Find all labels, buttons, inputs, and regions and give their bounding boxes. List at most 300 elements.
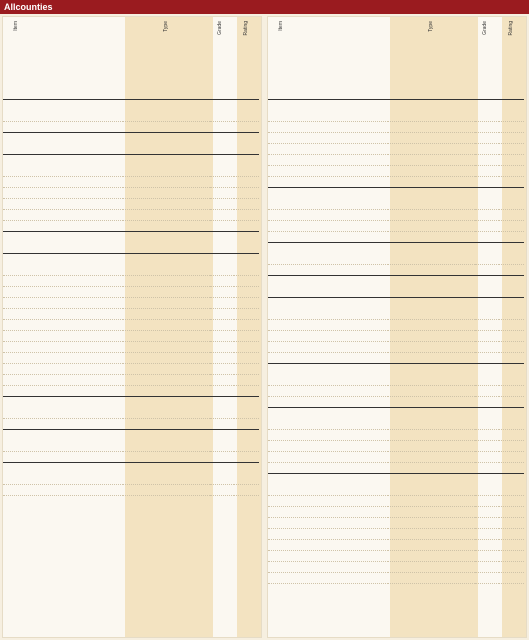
table-row xyxy=(3,199,259,210)
table-cell xyxy=(210,243,235,254)
table-cell xyxy=(123,309,209,320)
table-cell xyxy=(268,364,388,376)
table-cell xyxy=(234,210,259,221)
table-cell xyxy=(388,331,474,342)
table-cell xyxy=(475,111,500,122)
table-row xyxy=(3,474,259,485)
table-cell xyxy=(123,353,209,364)
table-cell xyxy=(499,243,524,255)
table-cell xyxy=(499,463,524,474)
table-cell xyxy=(475,265,500,276)
table-cell xyxy=(499,452,524,463)
table-cell xyxy=(388,375,474,386)
table-cell xyxy=(234,177,259,188)
table-cell xyxy=(234,386,259,397)
table-cell xyxy=(123,463,209,475)
table-cell xyxy=(3,485,123,496)
table-cell xyxy=(123,276,209,287)
table-cell xyxy=(388,309,474,320)
right-table xyxy=(268,99,524,584)
table-row xyxy=(268,320,524,331)
table-cell xyxy=(234,375,259,386)
table-cell xyxy=(234,166,259,177)
table-cell xyxy=(499,210,524,221)
table-cell xyxy=(475,474,500,486)
table-cell xyxy=(123,254,209,266)
table-cell xyxy=(268,320,388,331)
left-table-panel xyxy=(2,16,262,638)
table-cell xyxy=(3,474,123,485)
table-cell xyxy=(123,342,209,353)
section-header-row xyxy=(3,232,259,244)
table-row xyxy=(268,221,524,232)
table-cell xyxy=(3,309,123,320)
table-cell xyxy=(123,100,209,112)
table-cell xyxy=(234,342,259,353)
table-cell xyxy=(475,221,500,232)
table-cell xyxy=(388,518,474,529)
table-cell xyxy=(475,485,500,496)
page-banner xyxy=(0,0,529,14)
table-cell xyxy=(234,441,259,452)
table-row xyxy=(268,529,524,540)
table-cell xyxy=(210,463,235,475)
table-cell xyxy=(388,155,474,166)
table-cell xyxy=(268,188,388,200)
table-row xyxy=(3,287,259,298)
table-cell xyxy=(3,287,123,298)
table-cell xyxy=(3,243,123,254)
table-row xyxy=(268,419,524,430)
table-cell xyxy=(210,199,235,210)
table-cell xyxy=(268,331,388,342)
table-cell xyxy=(475,320,500,331)
table-cell xyxy=(388,265,474,276)
table-cell xyxy=(475,540,500,551)
table-cell xyxy=(210,309,235,320)
table-cell xyxy=(268,529,388,540)
table-cell xyxy=(388,276,474,288)
table-cell xyxy=(268,122,388,133)
header-type: Type xyxy=(163,21,169,32)
header-rating: Rating xyxy=(243,21,249,36)
table-cell xyxy=(499,177,524,188)
header-grade: Grade xyxy=(482,21,488,35)
table-cell xyxy=(388,287,474,298)
table-cell xyxy=(475,408,500,420)
table-row xyxy=(268,199,524,210)
table-row xyxy=(3,375,259,386)
table-cell xyxy=(3,177,123,188)
table-cell xyxy=(123,232,209,244)
table-cell xyxy=(499,397,524,408)
table-cell xyxy=(388,529,474,540)
table-cell xyxy=(234,364,259,375)
table-cell xyxy=(268,573,388,584)
table-cell xyxy=(210,254,235,266)
table-cell xyxy=(475,364,500,376)
table-row xyxy=(268,562,524,573)
table-cell xyxy=(475,254,500,265)
table-cell xyxy=(268,474,388,486)
table-header xyxy=(3,17,261,99)
table-cell xyxy=(123,122,209,133)
table-cell xyxy=(234,276,259,287)
table-cell xyxy=(234,452,259,463)
table-cell xyxy=(3,430,123,442)
section-header-row xyxy=(3,133,259,145)
table-row xyxy=(268,441,524,452)
section-header-row xyxy=(268,298,524,310)
table-cell xyxy=(499,507,524,518)
table-row xyxy=(3,452,259,463)
table-cell xyxy=(388,551,474,562)
table-cell xyxy=(123,265,209,276)
table-row xyxy=(268,496,524,507)
table-cell xyxy=(388,386,474,397)
table-cell xyxy=(475,276,500,288)
table-cell xyxy=(475,122,500,133)
table-cell xyxy=(499,430,524,441)
table-cell xyxy=(3,386,123,397)
table-cell xyxy=(234,243,259,254)
table-cell xyxy=(3,210,123,221)
table-cell xyxy=(388,199,474,210)
table-cell xyxy=(210,265,235,276)
table-cell xyxy=(499,100,524,112)
table-cell xyxy=(499,287,524,298)
table-cell xyxy=(475,309,500,320)
table-cell xyxy=(499,540,524,551)
table-cell xyxy=(268,254,388,265)
table-cell xyxy=(210,485,235,496)
table-row xyxy=(3,419,259,430)
table-row xyxy=(3,309,259,320)
table-cell xyxy=(475,100,500,112)
table-cell xyxy=(3,166,123,177)
table-row xyxy=(268,485,524,496)
table-cell xyxy=(475,419,500,430)
table-cell xyxy=(3,133,123,145)
table-cell xyxy=(268,397,388,408)
table-cell xyxy=(475,562,500,573)
table-cell xyxy=(475,133,500,144)
table-row xyxy=(3,188,259,199)
table-cell xyxy=(3,111,123,122)
table-cell xyxy=(388,254,474,265)
table-cell xyxy=(3,298,123,309)
table-cell xyxy=(234,254,259,266)
table-cell xyxy=(234,463,259,475)
table-row xyxy=(3,166,259,177)
header-grade: Grade xyxy=(217,21,223,35)
table-row xyxy=(268,177,524,188)
table-row xyxy=(268,254,524,265)
table-cell xyxy=(388,540,474,551)
table-cell xyxy=(234,408,259,419)
table-cell xyxy=(268,485,388,496)
section-header-row xyxy=(3,463,259,475)
table-cell xyxy=(475,375,500,386)
table-cell xyxy=(123,397,209,409)
table-row xyxy=(3,210,259,221)
table-cell xyxy=(388,496,474,507)
table-cell xyxy=(268,221,388,232)
table-cell xyxy=(123,177,209,188)
table-cell xyxy=(388,243,474,255)
table-cell xyxy=(268,210,388,221)
table-cell xyxy=(268,419,388,430)
table-cell xyxy=(268,155,388,166)
table-cell xyxy=(123,166,209,177)
table-cell xyxy=(475,298,500,310)
table-cell xyxy=(499,232,524,243)
table-cell xyxy=(268,551,388,562)
table-cell xyxy=(475,452,500,463)
table-cell xyxy=(210,210,235,221)
table-cell xyxy=(388,430,474,441)
table-cell xyxy=(499,144,524,155)
table-cell xyxy=(475,529,500,540)
table-cell xyxy=(499,386,524,397)
table-cell xyxy=(268,562,388,573)
table-cell xyxy=(123,485,209,496)
table-cell xyxy=(123,331,209,342)
table-cell xyxy=(123,298,209,309)
table-row xyxy=(3,342,259,353)
table-cell xyxy=(475,210,500,221)
table-cell xyxy=(210,397,235,409)
table-cell xyxy=(268,342,388,353)
table-cell xyxy=(499,309,524,320)
table-cell xyxy=(388,188,474,200)
table-cell xyxy=(123,375,209,386)
table-cell xyxy=(499,254,524,265)
table-cell xyxy=(3,221,123,232)
table-cell xyxy=(234,188,259,199)
table-cell xyxy=(3,144,123,155)
table-cell xyxy=(268,353,388,364)
table-cell xyxy=(499,342,524,353)
table-cell xyxy=(210,364,235,375)
table-cell xyxy=(3,276,123,287)
table-cell xyxy=(123,441,209,452)
table-cell xyxy=(475,397,500,408)
table-cell xyxy=(475,331,500,342)
section-header-row xyxy=(3,397,259,409)
table-row xyxy=(3,265,259,276)
table-cell xyxy=(388,177,474,188)
table-cell xyxy=(234,309,259,320)
table-cell xyxy=(3,331,123,342)
table-cell xyxy=(475,496,500,507)
header-item: Item xyxy=(278,21,284,31)
table-row xyxy=(268,122,524,133)
table-cell xyxy=(499,419,524,430)
table-row xyxy=(3,122,259,133)
table-cell xyxy=(499,551,524,562)
table-cell xyxy=(499,375,524,386)
table-row xyxy=(3,276,259,287)
table-cell xyxy=(123,188,209,199)
table-cell xyxy=(268,133,388,144)
table-row xyxy=(3,331,259,342)
table-row xyxy=(268,287,524,298)
table-cell xyxy=(475,353,500,364)
table-cell xyxy=(3,155,123,167)
section-header-row xyxy=(268,408,524,420)
table-cell xyxy=(388,133,474,144)
table-cell xyxy=(475,144,500,155)
table-cell xyxy=(388,452,474,463)
table-cell xyxy=(123,155,209,167)
table-cell xyxy=(210,474,235,485)
table-cell xyxy=(499,111,524,122)
table-cell xyxy=(388,144,474,155)
table-cell xyxy=(123,111,209,122)
table-cell xyxy=(123,386,209,397)
table-row xyxy=(3,320,259,331)
table-row xyxy=(3,364,259,375)
table-cell xyxy=(234,155,259,167)
table-row xyxy=(268,232,524,243)
table-cell xyxy=(123,133,209,145)
table-cell xyxy=(210,188,235,199)
table-cell xyxy=(234,474,259,485)
table-cell xyxy=(3,441,123,452)
table-cell xyxy=(388,463,474,474)
table-row xyxy=(3,441,259,452)
table-cell xyxy=(268,100,388,112)
table-row xyxy=(3,243,259,254)
table-row xyxy=(268,540,524,551)
table-cell xyxy=(3,452,123,463)
table-cell xyxy=(234,397,259,409)
table-cell xyxy=(268,386,388,397)
table-cell xyxy=(210,353,235,364)
table-cell xyxy=(3,188,123,199)
table-cell xyxy=(388,221,474,232)
table-cell xyxy=(3,364,123,375)
header-rating: Rating xyxy=(508,21,514,36)
table-cell xyxy=(388,122,474,133)
table-cell xyxy=(123,210,209,221)
table-cell xyxy=(210,375,235,386)
table-row xyxy=(3,485,259,496)
table-cell xyxy=(234,221,259,232)
table-cell xyxy=(388,111,474,122)
table-cell xyxy=(3,375,123,386)
table-row xyxy=(3,111,259,122)
table-cell xyxy=(234,265,259,276)
table-cell xyxy=(499,155,524,166)
table-cell xyxy=(268,507,388,518)
table-cell xyxy=(210,276,235,287)
table-cell xyxy=(210,408,235,419)
table-row xyxy=(3,386,259,397)
table-cell xyxy=(499,199,524,210)
table-row xyxy=(268,265,524,276)
table-cell xyxy=(234,100,259,112)
table-cell xyxy=(475,386,500,397)
table-cell xyxy=(3,419,123,430)
table-cell xyxy=(210,155,235,167)
table-cell xyxy=(234,111,259,122)
table-cell xyxy=(210,287,235,298)
table-cell xyxy=(123,287,209,298)
table-cell xyxy=(210,111,235,122)
table-cell xyxy=(499,408,524,420)
table-cell xyxy=(388,474,474,486)
table-cell xyxy=(388,232,474,243)
table-cell xyxy=(268,276,388,288)
table-row xyxy=(268,397,524,408)
table-cell xyxy=(499,518,524,529)
table-cell xyxy=(268,265,388,276)
header-item: Item xyxy=(13,21,19,31)
table-row xyxy=(268,166,524,177)
table-row xyxy=(268,331,524,342)
table-cell xyxy=(268,166,388,177)
table-cell xyxy=(499,529,524,540)
table-cell xyxy=(210,232,235,244)
table-cell xyxy=(234,353,259,364)
table-cell xyxy=(268,375,388,386)
table-cell xyxy=(210,122,235,133)
table-cell xyxy=(3,353,123,364)
table-cell xyxy=(123,419,209,430)
table-cell xyxy=(499,188,524,200)
table-cell xyxy=(3,199,123,210)
table-cell xyxy=(388,397,474,408)
table-cell xyxy=(499,353,524,364)
table-cell xyxy=(234,430,259,442)
table-cell xyxy=(499,276,524,288)
table-cell xyxy=(475,463,500,474)
table-cell xyxy=(475,243,500,255)
table-cell xyxy=(234,287,259,298)
table-cell xyxy=(499,122,524,133)
table-cell xyxy=(210,430,235,442)
table-cell xyxy=(268,518,388,529)
table-cell xyxy=(499,496,524,507)
table-cell xyxy=(475,342,500,353)
table-cell xyxy=(475,166,500,177)
table-cell xyxy=(3,342,123,353)
table-cell xyxy=(388,408,474,420)
table-cell xyxy=(234,122,259,133)
table-cell xyxy=(210,144,235,155)
table-cell xyxy=(234,199,259,210)
table-cell xyxy=(123,430,209,442)
section-header-row xyxy=(3,155,259,167)
table-cell xyxy=(499,364,524,376)
table-cell xyxy=(388,342,474,353)
table-row xyxy=(268,111,524,122)
section-header-row xyxy=(3,430,259,442)
table-cell xyxy=(388,353,474,364)
table-cell xyxy=(475,518,500,529)
table-cell xyxy=(234,232,259,244)
table-cell xyxy=(3,397,123,409)
table-cell xyxy=(475,507,500,518)
table-row xyxy=(268,353,524,364)
table-cell xyxy=(388,441,474,452)
table-cell xyxy=(268,452,388,463)
table-row xyxy=(268,309,524,320)
table-header xyxy=(268,17,526,99)
table-cell xyxy=(234,419,259,430)
